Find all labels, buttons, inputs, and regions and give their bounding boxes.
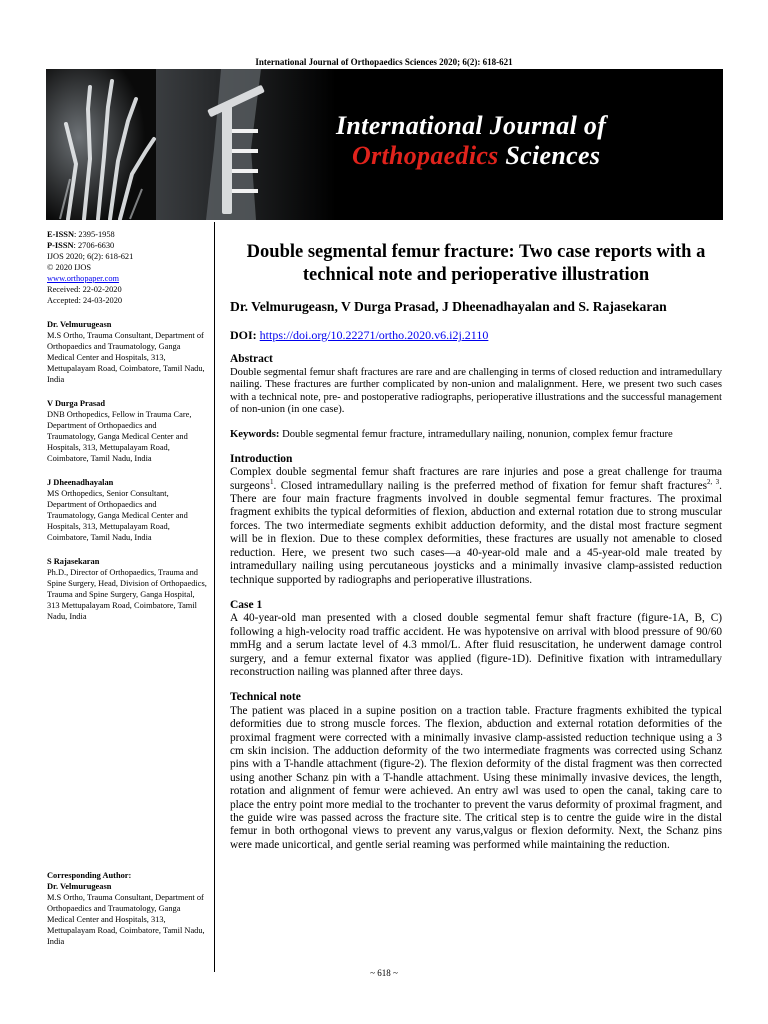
case1-text: A 40-year-old man presented with a closed double segmental femur shaft fracture (figure-1A, B, C) following a high-velocity road traffic accident. He was hypotensive on arrival with blood pressure of 90/60 mmHg and a serum lactate level of 4.3 mmol/L. After fluid resuscitation, he underwent damage control surgery, and a femur external fixator was applied (figure-1D). Definitive fixation with intramedullary reconstruction nailing was planned after three days. — [230, 612, 722, 678]
corresponding-text: M.S Ortho, Trauma Consultant, Department of Orthopaedics and Traumatology, Ganga Medical Center and Hospitals, 313, Mettupalayam Road, Coimbatore, Tamil Nadu, India — [47, 893, 205, 946]
affiliation — [47, 477, 207, 543]
banner-title — [336, 111, 606, 171]
banner-title-line1: International Journal of — [336, 111, 607, 140]
column-divider — [214, 222, 215, 972]
eissn-value: : 2395-1958 — [74, 230, 115, 239]
pissn-value: : 2706-6630 — [73, 241, 115, 250]
doi-line — [230, 329, 722, 342]
citation-1: 1 — [269, 477, 274, 486]
abstract-heading: Abstract — [230, 353, 273, 366]
article-title: Double segmental femur fracture: Two case reports with a technical note and perioperative illustration — [246, 242, 706, 285]
doi-link[interactable]: https://doi.org/10.22271/ortho.2020.v6.i2j.2110 — [259, 328, 489, 342]
keywords — [230, 428, 722, 441]
journal-banner — [46, 69, 723, 220]
journal-meta — [47, 229, 207, 306]
technical-note-text: The patient was placed in a supine position on a traction table. Fracture fragments exhibited the typical deformities due to strong muscle forces. The flexion, abduction and external rotation deformities of the proximal fragment were corrected with a minimally invasive clamp-assisted reduction technique using a 3 cm skin incision. The adduction deformity of the two intermediate fragments was corrected using Schanz pins with a T-handle attachment (figure-2). The flexion deformity of the distal fragment was then corrected using another Schanz pin with a T-handle attachment. Using these minimally invasive devices, the length, rotation and alignment of femur were achieved. An entry awl was used to open the canal, taking care to place the entry point more medial to the trochanter to prevent the varus deformity of proximal fragment, and the guide wire was passed across the fracture site. The critical step is to centre the guide wire in the distal femur in both orthogonal views to prevent any varus,valgus or flexion deformity. Next, the Schanz pins were made unicortical, and gentle serial reaming was performed while maintaining the reduction. — [230, 704, 722, 851]
affiliation-text: DNB Orthopedics, Fellow in Trauma Care, Department of Orthopaedics and Traumatology, Ganga Medical Center and Hospitals, 313, Mettupalayam Road, Coimbatore, Tamil Nadu, India — [47, 410, 192, 463]
website-link[interactable]: www.orthopaper.com — [47, 274, 120, 283]
running-head: International Journal of Orthopaedics Sciences 2020; 6(2): 618-621 — [255, 57, 513, 67]
affiliation — [47, 319, 207, 385]
received-date: Received: 22-02-2020 — [47, 285, 122, 294]
corresponding-author — [47, 870, 207, 947]
eissn-label: E-ISSN — [47, 230, 74, 239]
affiliation-name: S Rajasekaran — [47, 557, 100, 566]
abstract-text: Double segmental femur shaft fractures are rare and are challenging in terms of closed reduction and intramedullary nailing. These fractures are further complicated by non-union and malalignment. Here, we present two such cases with a technical note, pre- and postoperative radiographs, perioperative illustrations and the successful management of non-union (in one case). — [230, 366, 722, 416]
introduction-text: Complex double segmental femur shaft fractures are rare injuries and pose a great challenge for trauma surgeons$^1$. Closed intramedullary nailing is the preferred method of fixation for femur shaft fractures$^{2, 3}$. There are four main fracture fragments involved in double segmental femur fractures. The proximal fragment exhibits the typical deformities of flexion, abduction and external rotation due to strong muscular forces. The two intermediate segments exhibit adduction deformity, and the distal most fracture segment will be in flexion. Due to these complex deformities, these fractures are usually not amenable to closed reduction. Here, we present two such cases—a 40-year-old male and a 45-year-old male treated by intramedullary nailing using percutaneous joysticks and a minimally invasive clamp-assisted reduction technique supported by radiographs and perioperative illustrations. — [230, 466, 722, 586]
copyright: © 2020 IJOS — [47, 263, 92, 272]
corresponding-label: Corresponding Author: — [47, 871, 132, 880]
article-body — [230, 241, 722, 852]
technical-note-heading: Technical note — [230, 691, 301, 704]
pissn-label: P-ISSN — [47, 241, 74, 250]
introduction-heading: Introduction — [230, 452, 293, 465]
case1-heading: Case 1 — [230, 598, 263, 611]
keywords-label: Keywords: — [230, 429, 280, 441]
affiliation-text: Ph.D., Director of Orthopaedics, Trauma and Spine Surgery, Head, Division of Orthopaedics, Trauma and Spine Surgery, Ganga Hospital, 313 Mettupalayam Road, Coimbatore, Tamil Nadu, India — [47, 568, 207, 621]
article-authors: Dr. Velmurugeasn, V Durga Prasad, J Dheenadhayalan and S. Rajasekaran — [230, 299, 667, 314]
affiliation-name: V Durga Prasad — [47, 399, 106, 408]
affiliation — [47, 398, 207, 464]
affiliation-name: J Dheenadhayalan — [47, 478, 114, 487]
affiliation-text: MS Orthopedics, Senior Consultant, Department of Orthopaedics and Traumatology, Ganga Medical Center and Hospitals, 313, Mettupalayam Road, Coimbatore, Tamil Nadu, India — [47, 489, 188, 542]
page-number: ~ 618 ~ — [370, 968, 398, 978]
ijos-ref: IJOS 2020; 6(2): 618-621 — [47, 252, 134, 261]
banner-title-rest: Sciences — [498, 141, 601, 170]
corresponding-name: Dr. Velmurugeasn — [47, 882, 112, 891]
doi-label: DOI: — [230, 328, 257, 342]
banner-title-red: Orthopaedics — [352, 141, 499, 170]
affiliation — [47, 556, 207, 622]
affiliation-name: Dr. Velmurugeasn — [47, 320, 112, 329]
keywords-text: Double segmental femur fracture, intramedullary nailing, nonunion, complex femur fracture — [279, 429, 673, 441]
affiliation-text: M.S Ortho, Trauma Consultant, Department of Orthopaedics and Traumatology, Ganga Medical Center and Hospitals, 313, Mettupalayam Road, Coimbatore, Tamil Nadu, India — [47, 331, 205, 384]
sidebar — [47, 229, 207, 622]
citation-2-3: 2, 3 — [706, 477, 720, 486]
accepted-date: Accepted: 24-03-2020 — [47, 296, 123, 305]
